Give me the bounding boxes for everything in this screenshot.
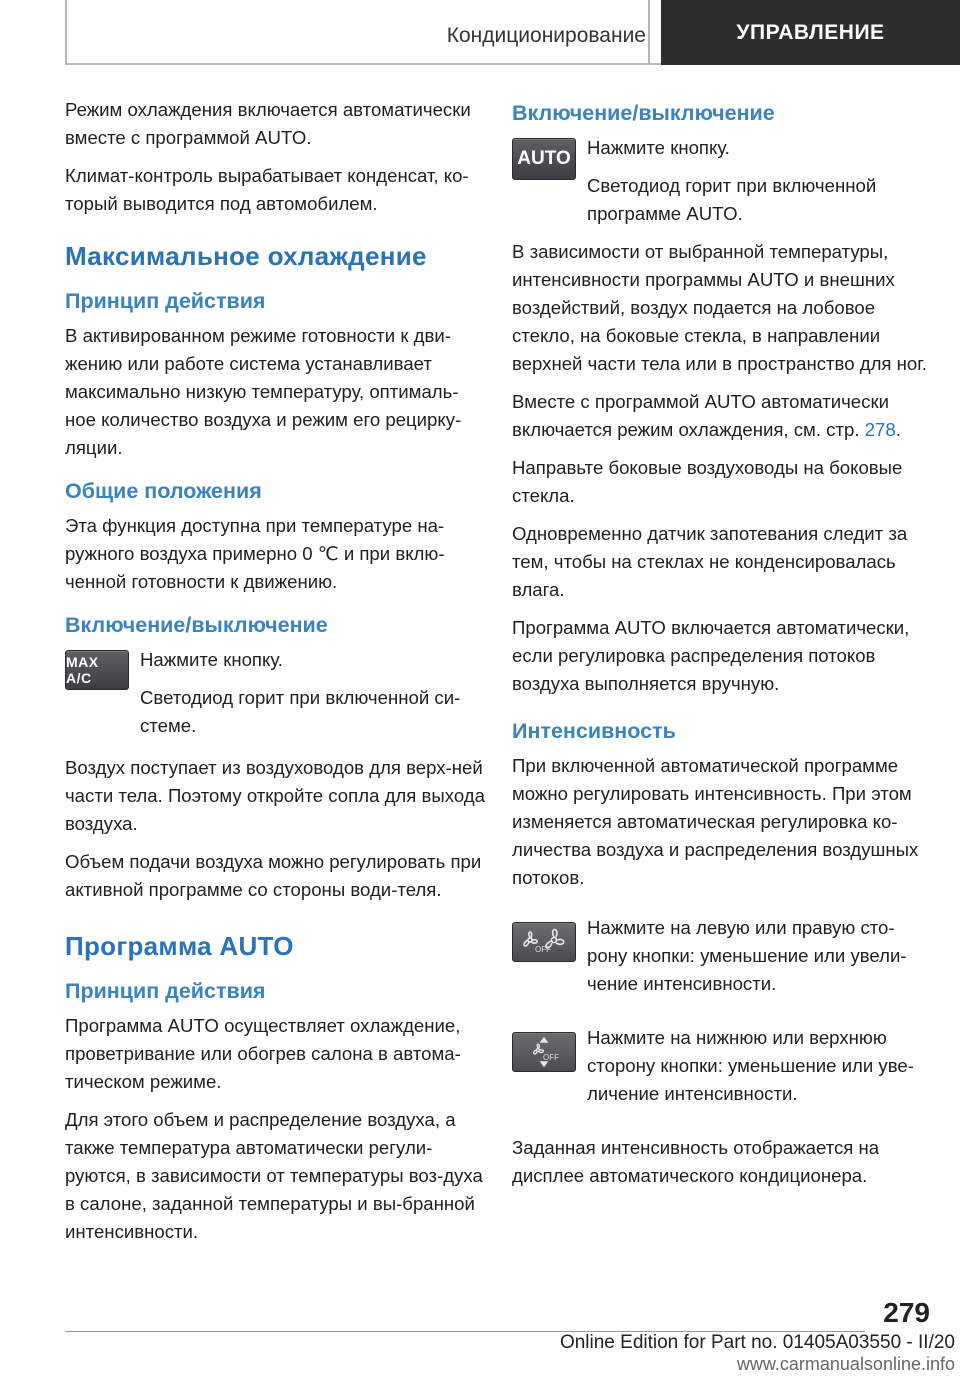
left-column	[65, 96, 485, 1256]
press-button-text: Нажмите кнопку.	[140, 649, 283, 670]
subheading-intensity: Интенсивность	[512, 719, 676, 743]
max-ac-instruction	[65, 646, 485, 740]
fan-instruction	[512, 914, 932, 998]
heading-max-cooling: Максимальное охлаждение	[65, 241, 427, 271]
auto-cooling-text-main: Вместе с программой AUTO автоматически включается режим охлаждения, см. стр.	[512, 391, 889, 440]
max-ac-button-icon: MAX A/C	[65, 650, 129, 690]
air-volume-text: Объем подачи воздуха можно регулировать при активной программе со стороны води-теля.	[65, 851, 482, 900]
distribution-button-icon	[512, 1032, 576, 1072]
subheading-auto-onoff: Включение/выключение	[512, 101, 775, 125]
sensor-text: Одновременно датчик запотевания следит за тем, чтобы на стеклах не конденсировалась влага.	[512, 523, 908, 600]
section-tab[interactable]: УПРАВЛЕНИЕ	[661, 0, 960, 65]
air-flow-text: Воздух поступает из воздуховодов для верх-ней части тела. Поэтому откройте сопла для выхода воздуха.	[65, 757, 485, 834]
page-reference-link[interactable]: 278	[864, 419, 896, 440]
header-separator-line	[648, 0, 650, 65]
auto-led-text: Светодиод горит при включенной программе AUTO.	[587, 175, 877, 224]
page-number: 279	[883, 1297, 930, 1328]
auto-cooling-text	[512, 388, 932, 444]
distribution-instruction	[512, 1024, 932, 1108]
subheading-onoff: Включение/выключение	[65, 613, 328, 637]
heading-auto-program: Программа AUTO	[65, 931, 294, 961]
subheading-general: Общие положения	[65, 479, 262, 503]
fan-intensity-text: Нажмите на левую или правую сто-рону кнопки: уменьшение или увели-чение интенсивности.	[587, 917, 907, 994]
manual-text: Программа AUTO включается автоматически, если регулировка распределения потоков воздуха выполняется вручную.	[512, 617, 910, 694]
auto-press-text: Нажмите кнопку.	[587, 137, 730, 158]
auto-detail-text: Для этого объем и распределение воздуха, а также температура автоматически регули-руются, в зависимости от температуры воз-духа в салоне, заданной температуры и вы-бранной интенсивности.	[65, 1109, 483, 1242]
header-left-line	[65, 0, 67, 65]
auto-button-icon: AUTO	[512, 138, 576, 180]
chapter-title: Кондиционирование	[446, 24, 646, 47]
fan-off-label: OFF	[535, 945, 551, 954]
fan-arrows-icon	[524, 1035, 564, 1069]
display-text: Заданная интенсивность отображается на дисплее автоматического кондиционера.	[512, 1137, 880, 1186]
intro-paragraph-1: Режим охлаждения включается автоматически вместе с программой AUTO.	[65, 99, 471, 148]
intro-paragraph-2: Климат-контроль вырабатывает конденсат, ко-торый выводится под автомобилем.	[65, 165, 469, 214]
auto-principle-text: Программа AUTO осуществляет охлаждение, проветривание или обогрев салона в автома-тическом режиме.	[65, 1015, 461, 1092]
subheading-auto-principle: Принцип действия	[65, 979, 266, 1003]
distribution-intensity-text: Нажмите на нижнюю или верхнюю сторону кнопки: уменьшение или уве-личение интенсивности.	[587, 1027, 914, 1104]
auto-cooling-text-end: .	[895, 419, 901, 440]
footer-edition	[475, 1332, 955, 1376]
distribution-off-label: OFF	[543, 1053, 559, 1062]
led-text: Светодиод горит при включенной си-стеме.	[140, 687, 461, 736]
intensity-text: При включенной автоматической программе можно регулировать интенсивность. При этом изменяется автоматическая регулировка ко-личества воздуха и распределения воздушных потоков.	[512, 755, 919, 888]
principle-text: В активированном режиме готовности к дви-жению или работе система устанавливает максимально низкую температуру, оптималь-ное количество воздуха и режим его рецирку-ляции.	[65, 325, 462, 458]
fan-intensity-button-icon	[512, 922, 576, 962]
footer-edition-text: Online Edition for Part no. 01405A03550 - II/20	[559, 1332, 955, 1353]
site-watermark: www.carmanualsonline.info	[736, 1354, 955, 1374]
right-column	[512, 96, 932, 1200]
auto-depend-text: В зависимости от выбранной температуры, интенсивности программы AUTO и внешних воздействий, воздух подается на лобовое стекло, на боковые стекла, в направлении верхней части тела или в пространство для ног.	[512, 241, 927, 374]
vents-text: Направьте боковые воздуховоды на боковые стекла.	[512, 457, 903, 506]
subheading-principle: Принцип действия	[65, 289, 266, 313]
auto-instruction	[512, 134, 932, 228]
general-text: Эта функция доступна при температуре на-ружного воздуха примерно 0 ℃ и при вклю-ченной готовности к движению.	[65, 515, 445, 592]
